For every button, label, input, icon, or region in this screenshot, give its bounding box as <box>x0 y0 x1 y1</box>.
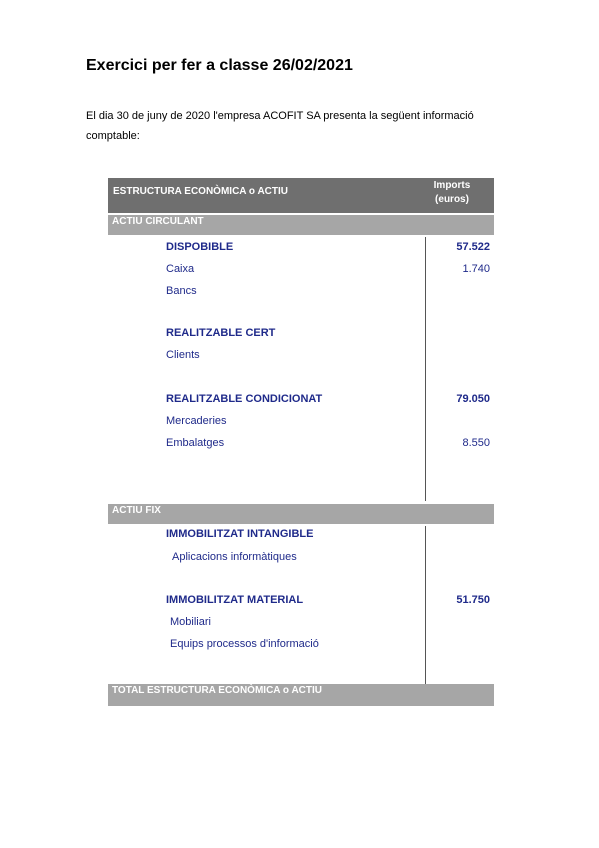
intro-paragraph: El dia 30 de juny de 2020 l'empresa ACOFIT SA presenta la següent informació comptable: <box>86 110 474 142</box>
item-bancs: Bancs <box>166 285 197 297</box>
group-immobilitzat-intangible: IMMOBILITZAT INTANGIBLE <box>166 528 314 540</box>
group-realitzable-condicionat: REALITZABLE CONDICIONAT <box>166 393 323 405</box>
header-label: ESTRUCTURA ECONÒMICA o ACTIU <box>113 186 288 197</box>
balance-table <box>108 178 494 706</box>
total-row: TOTAL ESTRUCTURA ECONÒMICA o ACTIU <box>108 684 494 706</box>
amount-immobilitzat-material: 51.750 <box>456 594 490 606</box>
item-clients: Clients <box>166 349 200 361</box>
document-title: Exercici per fer a classe 26/02/2021 <box>86 57 353 74</box>
amount-realitzable-condicionat: 79.050 <box>456 393 490 405</box>
amount-disponible: 57.522 <box>456 241 490 253</box>
amount-embalatges: 8.550 <box>462 437 490 449</box>
section-actiu-circulant: ACTIU CIRCULANT <box>108 215 494 235</box>
header-amount-line2: (euros) <box>435 194 469 205</box>
group-immobilitzat-material: IMMOBILITZAT MATERIAL <box>166 594 304 606</box>
header-amount <box>422 179 482 207</box>
item-aplicacions: Aplicacions informàtiques <box>172 551 297 563</box>
header-amount-line1: Imports <box>433 180 471 191</box>
item-equips: Equips processos d'informació <box>170 638 319 650</box>
section-actiu-fix: ACTIU FIX <box>108 504 494 524</box>
item-mobiliari: Mobiliari <box>170 616 211 628</box>
group-realitzable-cert: REALITZABLE CERT <box>166 327 276 339</box>
group-disponible: DISPOBIBLE <box>166 241 234 253</box>
item-caixa: Caixa <box>166 263 195 275</box>
amount-caixa: 1.740 <box>462 263 490 275</box>
column-divider <box>425 237 426 501</box>
item-embalatges: Embalatges <box>166 437 225 449</box>
table-header <box>108 178 494 213</box>
column-divider <box>425 526 426 684</box>
item-mercaderies: Mercaderies <box>166 415 227 427</box>
